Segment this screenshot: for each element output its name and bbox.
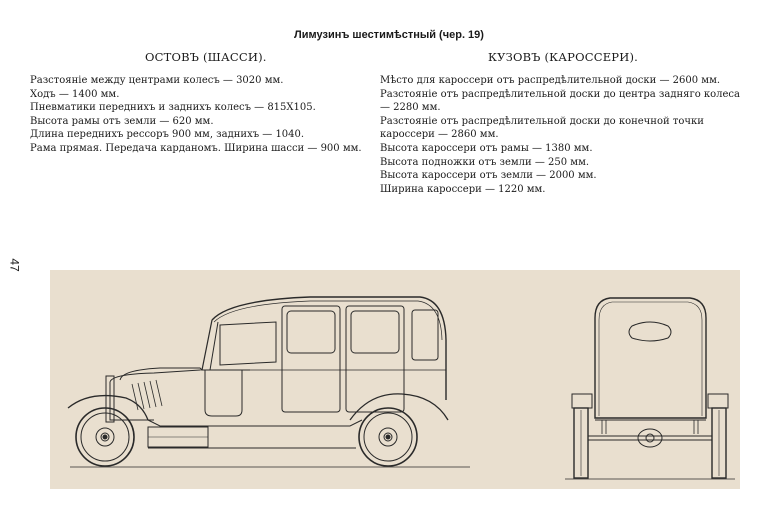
chassis-spec-line: Высота рамы отъ земли — 620 мм. — [30, 115, 214, 127]
body-spec-line: — 2280 мм. — [380, 102, 441, 114]
body-spec-line: Высота кароссери отъ рамы — 1380 мм. — [380, 142, 593, 154]
rear-view — [565, 298, 735, 479]
chassis-spec-line: Пневматики переднихъ и заднихъ колесъ — 815Х105. — [30, 102, 316, 114]
limousine-drawing-plate — [50, 270, 740, 489]
body-specs — [380, 74, 740, 196]
side-view — [68, 297, 470, 467]
limousine-drawing — [50, 270, 740, 489]
body-spec-line: Высота подножки отъ земли — 250 мм. — [380, 156, 590, 168]
page-number: 47 — [7, 258, 22, 272]
chassis-spec-line: Длина переднихъ рессоръ 900 мм, заднихъ — 1040. — [30, 129, 305, 141]
chassis-spec-line: Рама прямая. Передача карданомъ. Ширина шасси — 900 мм. — [30, 142, 362, 154]
chassis-heading: ОСТОВЪ (ШАССИ). — [145, 50, 267, 64]
rear-wheel — [359, 408, 417, 466]
body-spec-line: Разстояніе отъ распредѣлительной доски до центра задняго колеса — [380, 88, 740, 100]
body-heading: КУЗОВЪ (КАРОССЕРИ). — [488, 50, 639, 64]
body-spec-line: Разстояніе отъ распредѣлительной доски до конечной точки — [380, 115, 704, 127]
front-wheel — [76, 408, 134, 466]
chassis-spec-line: Разстояніе между центрами колесъ — 3020 мм. — [30, 75, 284, 86]
chassis-specs — [30, 74, 362, 156]
body-spec-line: кароссери — 2860 мм. — [380, 129, 499, 141]
chassis-spec-line: Ходъ — 1400 мм. — [30, 88, 120, 100]
body-spec-line: Высота кароссери отъ земли — 2000 мм. — [380, 170, 597, 182]
page-title: Лимузинъ шестимѣстный (чер. 19) — [294, 29, 484, 41]
body-spec-line: Ширина кароссери — 1220 мм. — [380, 183, 546, 195]
body-spec-line: Мѣсто для кароссери отъ распредѣлительной доски — 2600 мм. — [380, 75, 721, 86]
